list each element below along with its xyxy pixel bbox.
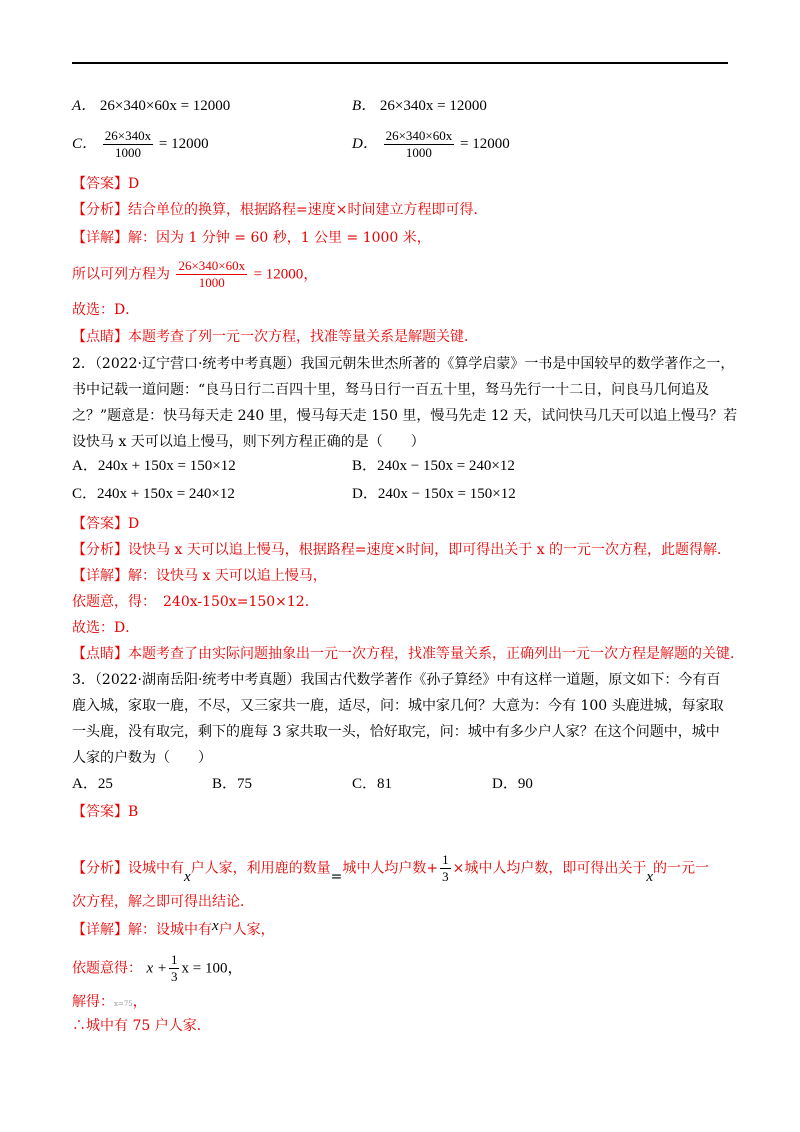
q2-detail: 【详解】解：设快马 x 天可以追上慢马， [72,568,327,584]
eq-rhs: x = 100， [181,960,243,977]
option-expr: 26×340×60x = 12000 [99,98,231,114]
q3-stem-line-2: 鹿入城，家取一鹿，不尽，又三家共一鹿，适尽，问：城中家几何？大意为：今有 100 头鹿进城，每家取 [72,698,724,714]
option-label: C． [72,135,98,152]
equals-sign: = [330,868,343,885]
q3-stem-line-4: 人家的户数为（ ） [72,750,212,766]
solve-prefix: 解得： [72,994,114,1010]
q3-analysis-line-2: 次方程，解之即可得出结论． [72,894,254,910]
text-run: 户人家，利用鹿的数量 [190,860,331,877]
denominator: 3 [170,969,178,984]
q2-option-a: A．240x + 150x = 150×12 [72,458,236,474]
rhs: = 12000 [158,135,209,152]
text-run: 城中人均户数+ [342,860,439,877]
eq-lhs: x + [146,960,167,977]
q3-option-b: B．75 [212,776,253,792]
q2-answer: 【答案】D [72,516,140,532]
solve-value: x=75 [114,1000,133,1008]
text-run: 户人家， [218,922,275,938]
q3-answer: 【答案】B [72,804,139,820]
fraction [384,128,455,161]
q3-options [72,774,533,794]
text-run: ×城中人均户数，即可得出关于 [452,860,647,877]
numerator: 26×340x [104,128,152,143]
q3-solve [72,992,147,1014]
q2-choose: 故选：D． [72,620,140,636]
q2-option-b: B．240x − 150x = 240×12 [352,458,515,474]
eq-prefix: 依题意得： [72,960,142,977]
q2-option-d: D．240x − 150x = 150×12 [352,486,516,502]
var-x: x [212,918,219,934]
q1-equation [72,258,318,291]
q3-detail [72,920,275,940]
denominator: 1000 [405,145,432,160]
var-x: x [184,868,191,885]
q2-stem-line-1: 2．（2022·辽宁营口·统考中考真题）我国元朝朱世杰所著的《算学启蒙》一书是中国较早的数学著作之一， [72,356,735,372]
denominator: 1000 [114,145,141,160]
q1-option-b [352,96,487,116]
q1-choose: 故选：D． [72,302,140,318]
fraction [176,258,247,291]
q2-stem-line-3: 之？”题意是：快马每天走 240 里，慢马每天走 150 里，慢马先走 12 天，试问快马几天可以追上慢马？若 [72,408,738,424]
rhs: = 12000 [460,135,510,152]
q1-answer: 【答案】D [72,176,140,192]
text-run: 的一元一 [653,860,710,877]
option-expr: 26×340x = 12000 [379,98,487,114]
q2-analysis: 【分析】设快马 x 天可以追上慢马，根据路程=速度×时间，即可得出关于 x 的一元一次方程，此题得解． [72,542,732,558]
q3-conclusion: ∴城中有 75 户人家． [72,1018,211,1034]
var-x: x [646,868,654,885]
q1-analysis: 【分析】结合单位的换算，根据路程=速度×时间建立方程即可得． [72,202,488,218]
q2-option-c: C．240x + 150x = 240×12 [72,486,235,502]
q1-comment: 【点睛】本题考查了列一元一次方程，找准等量关系是解题关键． [72,329,478,345]
q2-stem-line-2: 书中记载一道问题：“良马日行二百四十里，驽马日行一百五十里，驽马先行一十二日，问良马几何追及 [72,382,710,398]
numerator: 26×340×60x [178,258,246,273]
fraction [103,128,153,161]
fraction [169,952,180,985]
q1-option-c [72,128,209,161]
numerator: 1 [170,952,178,967]
rhs: = 12000， [253,266,319,283]
header-rule [72,62,728,64]
numerator: 26×340×60x [385,128,453,143]
denominator: 3 [442,869,449,884]
q2-stem-line-4: 设快马 x 天可以追上慢马，则下列方程正确的是（ ） [72,434,425,450]
q2-equation: 依题意，得： 240x-150x=150×12． [72,594,319,610]
q3-stem-line-3: 一头鹿，没有取完，剩下的鹿每 3 家共取一头，恰好取完，问：城中有多少户人家？在这个问题中，城中 [72,724,720,740]
q3-option-c: C．81 [352,776,393,792]
q3-equation [72,952,242,985]
option-label: A． [72,98,97,114]
q1-option-d [352,128,510,161]
q1-detail: 【详解】解：因为 1 分钟 = 60 秒，1 公里 = 1000 米， [72,230,431,246]
option-label: D． [352,135,378,152]
text-run: 【详解】解：设城中有 [72,922,212,938]
q3-analysis-line-1 [72,852,709,885]
solve-suffix: ， [132,994,147,1010]
q3-stem-line-1: 3．（2022·湖南岳阳·统考中考真题）我国古代数学著作《孙子算经》中有这样一道题，原文如下：今有百 [72,672,721,688]
q2-comment: 【点睛】本题考查了由实际问题抽象出一元一次方程，找准等量关系，正确列出一元一次方程是解题的关键． [72,646,744,662]
q1-option-a [72,96,230,116]
fraction [440,852,451,885]
q3-option-a: A．25 [72,776,113,792]
q3-option-d: D．90 [492,776,533,792]
denominator: 1000 [198,275,225,290]
option-label: B． [352,98,377,114]
eq-prefix: 所以可列方程为 [72,266,170,283]
text-run: 【分析】设城中有 [72,860,184,877]
numerator: 1 [442,852,449,867]
